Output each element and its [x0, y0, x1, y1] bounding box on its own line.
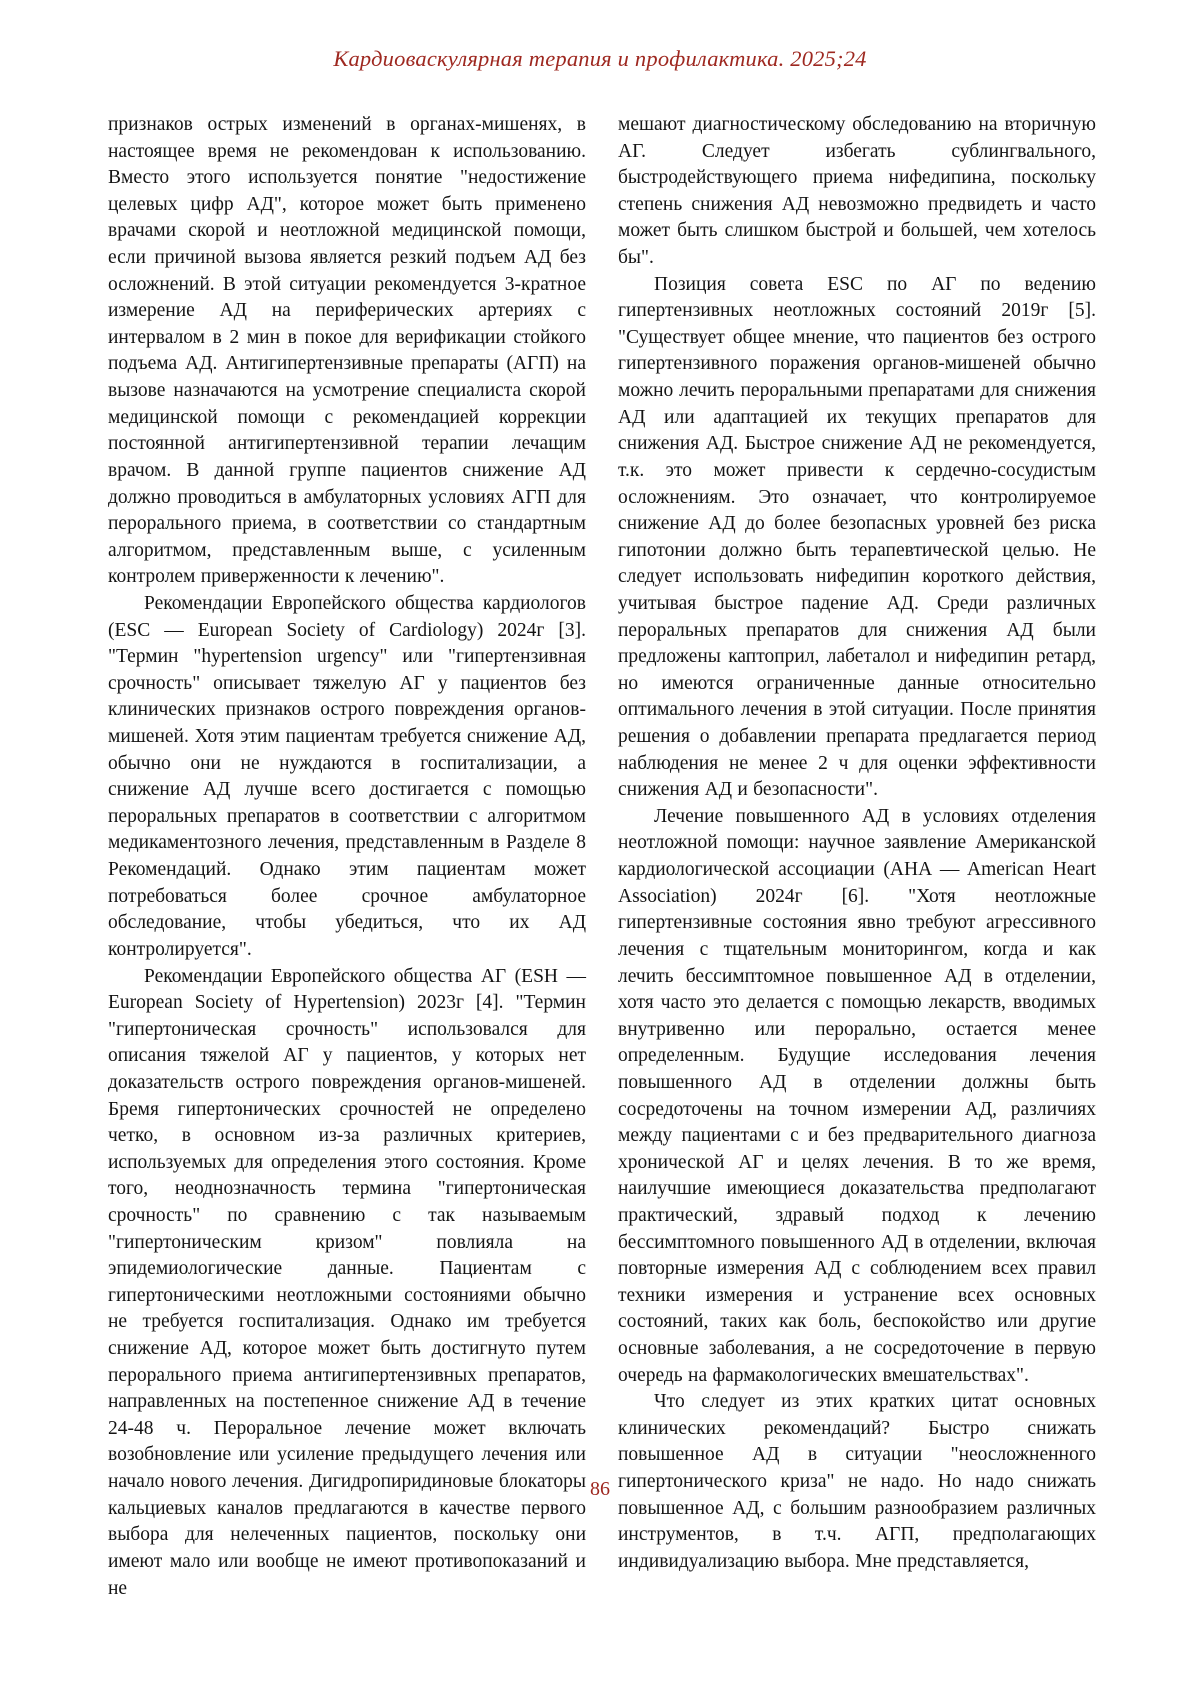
- paragraph-esc-2024: Рекомендации Европейского общества кардиологов (ESC — European Society of Cardiology) 2024г [3]. "Термин "hypertension urgency" или "гипертензивная срочность" описывает тяжелую АГ у пациентов без клинических признаков острого повреждения органов-мишеней. Хотя этим пациентам требуется снижение АД, обычно они не нуждаются в госпитализации, а снижение АД лучше всего достигается с помощью пероральных препаратов в соответствии с алгоритмом медикаментозного лечения, представленным в Разделе 8 Рекомендаций. Однако этим пациентам может потребоваться более срочное амбулаторное обследование, чтобы убедиться, что их АД контролируется".: [108, 592, 586, 960]
- journal-title-header: Кардиоваскулярная терапия и профилактика. 2025;24: [333, 46, 867, 71]
- paragraph-esc-council-2019: Позиция совета ESC по АГ по ведению гипертензивных неотложных состояний 2019г [5]. "Существует общее мнение, что пациентов без острого гипертензивного поражения органов-мишеней обычно можно лечить пероральными препаратами для снижения АД или адаптацией их текущих препаратов для снижения АД. Быстрое снижение АД не рекомендуется, т.к. это может привести к сердечно-сосудистым осложнениям. Это означает, что контролируемое снижение АД до более безопасных уровней без риска гипотонии должно быть терапевтической целью. Не следует использовать нифедипин короткого действия, учитывая быстрое падение АД. Среди различных пероральных препаратов для снижения АД были предложены каптоприл, лабеталол и нифедипин ретард, но имеются ограниченные данные относительно оптимального лечения в этой ситуации. После принятия решения о добавлении препарата предлагается период наблюдения не менее 2 ч для оценки эффективности снижения АД и безопасности".: [618, 273, 1096, 801]
- paragraph-aha-2024: Лечение повышенного АД в условиях отделения неотложной помощи: научное заявление Американской кардиологической ассоциации (AHA — American Heart Association) 2024г [6]. "Хотя неотложные гипертензивные состояния явно требуют агрессивного лечения с тщательным мониторингом, когда и как лечить бессимптомное повышенное АД в отделении, хотя часто это делается с помощью лекарств, вводимых внутривенно или перорально, остается менее определенным. Будущие исследования лечения повышенного АД в отделении должны быть сосредоточены на точном измерении АД, различиях между пациентами с и без предварительного диагноза хронической АГ и целях лечения. В то же время, наилучшие имеющиеся доказательства предполагают практический, здравый подход к лечению бессимптомного повышенного АД в отделении, включая повторные измерения АД с соблюдением всех правил техники измерения и устранение всех основных состояний, таких как боль, беспокойство или другие основные заболевания, а не сосредоточение в первую очередь на фармакологических вмешательствах".: [618, 805, 1096, 1386]
- paragraph-continuation: мешают диагностическому обследованию на вторичную АГ. Следует избегать сублингвального, быстродействующего приема нифедипина, поскольку степень снижения АД невозможно предвидеть и часто может быть слишком быстрой и большей, чем хотелось бы".: [618, 114, 1096, 269]
- page-body: [108, 112, 1096, 1602]
- paragraph-esh-2023: Рекомендации Европейского общества АГ (ESH — European Society of Hypertension) 2023г [4]. "Термин "гипертоническая срочность" использовался для описания тяжелой АГ у пациентов, у которых нет доказательств острого повреждения органов-мишеней. Бремя гипертонических срочностей не определено четко, в основном из-за различных критериев, используемых для определения этого состояния. Кроме того, неоднозначность термина "гипертоническая срочность" по сравнению с так называемым "гипертоническим кризом" повлияла на эпидемиологические данные. Пациентам с гипертоническими неотложными состояниями обычно не требуется госпитализация. Однако им требуется снижение АД, которое может быть достигнуто путем перорального приема антигипертензивных препаратов, направленных на постепенное снижение АД в течение 24-48 ч. Пероральное лечение может включать возобновление или усиление предыдущего лечения или начало нового лечения. Дигидропиридиновые блокаторы кальциевых каналов предлагаются в качестве первого выбора для нелеченных пациентов, поскольку они имеют мало или вообще не имеют противопоказаний и не: [108, 965, 586, 1599]
- page-number: 86: [590, 1478, 610, 1500]
- paragraph-conclusion: Что следует из этих кратких цитат основных клинических рекомендаций? Быстро снижать повышенное АД в ситуации "неосложненного гипертонического криза" не надо. Но надо снижать повышенное АД, с большим разнообразием различных инструментов, в т.ч. АГП, предполагающих индивидуализацию выбора. Мне представляется,: [618, 1391, 1096, 1572]
- paragraph-continuation: признаков острых изменений в органах-мишенях, в настоящее время не рекомендован к использованию. Вместо этого используется понятие "недостижение целевых цифр АД", которое может быть применено врачами скорой и неотложной медицинской помощи, если причиной вызова является резкий подъем АД без осложнений. В этой ситуации рекомендуется 3-кратное измерение АД на периферических артериях с интервалом в 2 мин в покое для верификации стойкого подъема АД. Антигипертензивные препараты (АГП) на вызове назначаются на усмотрение специалиста скорой медицинской помощи с рекомендацией коррекции постоянной антигипертензивной терапии лечащим врачом. В данной группе пациентов снижение АД должно проводиться в амбулаторных условиях АГП для перорального приема, в соответствии со стандартным алгоритмом, представленным выше, с усиленным контролем приверженности к лечению".: [108, 114, 586, 588]
- text-column-left: [108, 112, 586, 1602]
- text-column-right: [618, 112, 1096, 1602]
